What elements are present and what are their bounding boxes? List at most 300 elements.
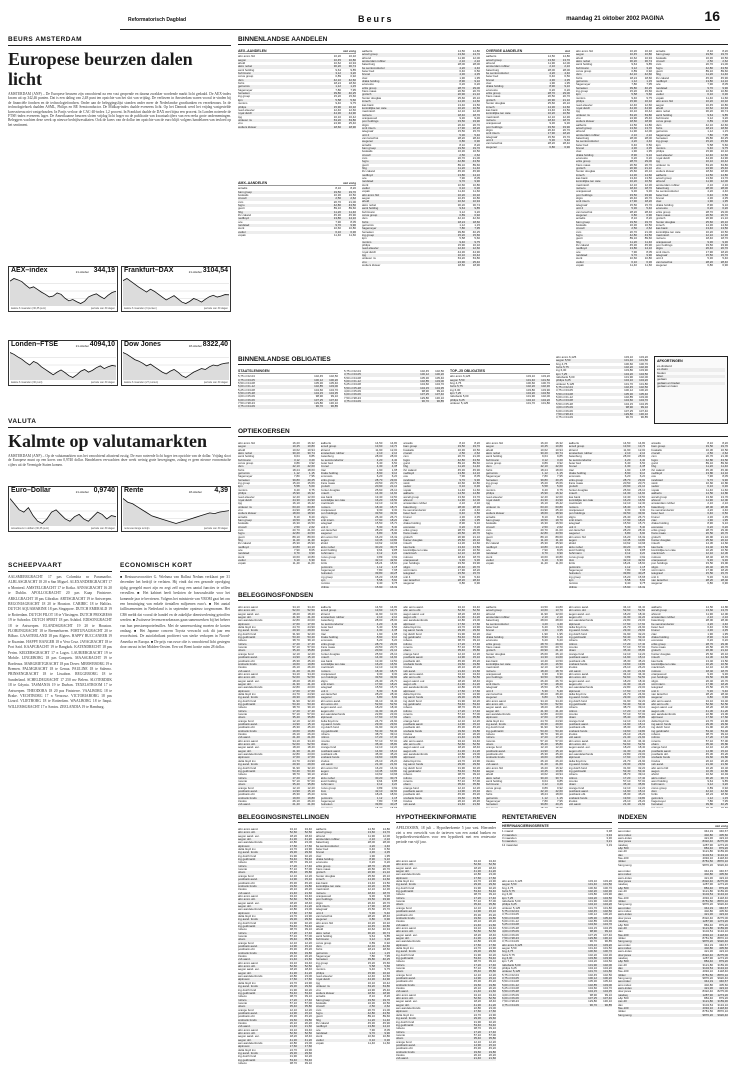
table-row: abn amro obl. 52,60 52,50 (403, 609, 481, 613)
table-row: buhrmann 3,12 3,20 (362, 210, 480, 214)
table-row: batenburg 28,00 28,00 (656, 187, 728, 191)
table-row: ihc caland 45,30 45,90 (238, 542, 315, 546)
aex-row: hagemeyer 7,80 7,95 (238, 88, 356, 92)
table-row: ing dutch fund 31,90 32,20 (568, 766, 646, 770)
table-row: fortis 5,75 102,20 102,30 (502, 953, 612, 957)
table-row: postbank aand. 14,90 15,10 (238, 945, 312, 949)
table-row: van lanschot 28,20 28,40 (656, 260, 728, 264)
table-row: vnu 24,90 25,40 (656, 167, 728, 171)
table-row: robeco 38,70 39,10 (396, 960, 496, 964)
table-row: arcadis 8,10 8,20 (403, 442, 481, 445)
table-row: snsbank fonds 19,60 19,80 (238, 796, 315, 800)
table-row: arcadis 8,10 8,20 (238, 515, 315, 519)
table-row: vedior 6,10 6,30 (238, 559, 315, 563)
chart-name: Londen–FTSE (11, 341, 59, 348)
table-row: abn amro hld 16,20 16,32 (362, 193, 480, 197)
table-row: postbank obl. 45,30 45,20 (403, 793, 481, 797)
aex-row: reed elsevier 12,40 12,60 (238, 108, 356, 112)
table-row: ahrend 11,90 12,00 (362, 56, 480, 60)
table-row: orange fund 12,10 12,20 (238, 652, 315, 656)
table-row: vsb aand. 21,40 21,60 (403, 803, 481, 807)
table-row: ihc caland 45,30 45,90 (362, 170, 480, 174)
table-row: aalberts 14,50 14,80 (651, 492, 728, 496)
beleggingsfondsen-title: BELEGGINGSFONDSEN (238, 592, 728, 601)
table-row: asml holding 9,64 9,85 (238, 455, 315, 459)
top25-row: fortis 5,75 102,20 102,30 (450, 385, 550, 389)
table-row: rorento 57,10 57,00 (238, 935, 312, 938)
table-row: csm 20,70 21,00 (656, 63, 728, 67)
table-row: vsb aand. 21,40 21,60 (238, 1025, 312, 1029)
table-row: vsb aand. 21,40 21,60 (568, 736, 646, 740)
table-row: orange fund 12,10 12,20 (238, 941, 312, 945)
table-row: abn amro aand. 34,10 34,40 (238, 961, 312, 965)
chart-value: 3104,54 (202, 267, 228, 274)
table-row: kpn 5,58 5,60 (486, 485, 563, 489)
table-row: snsbank fonds 19,60 19,80 (238, 951, 312, 955)
table-row: kas bank 13,40 13,50 (576, 177, 652, 181)
table-row: obam 35,40 35,80 (651, 743, 728, 747)
table-row: ing groep 15,20 15,66 (486, 482, 563, 486)
table-row: postbank aand. 14,90 15,10 (486, 749, 563, 753)
aex-row: ing groep 15,20 15,66 (238, 95, 356, 99)
table-row: unilever nv 63,20 63,80 (576, 113, 652, 117)
table-row: bam groep 19,50 19,70 (238, 518, 315, 522)
table-row: hunter douglas 25,60 26,10 (651, 538, 728, 542)
table-row: wegener 6,80 6,90 (320, 696, 398, 700)
table-row: crucell 2,50 2,62 (486, 525, 563, 529)
table-row: sligro 26,40 26,70 (568, 515, 646, 519)
table-row: triodos 26,10 26,20 (568, 733, 646, 737)
table-row: obam 35,40 35,80 (238, 938, 312, 942)
overige-row: draka holding 8,90 9,10 (486, 85, 570, 89)
table-row: postbank aand. 14,90 15,10 (238, 723, 315, 727)
economisch-kicker: ECONOMISCH KORT (120, 562, 193, 569)
afkorting-row: gedaan en laten (657, 385, 678, 389)
table-row: postbank aand. 14,90 15,10 (238, 789, 315, 793)
table-row: grolsch 20,90 21,10 (568, 485, 646, 489)
table-row: draka holding 8,90 9,10 (403, 522, 481, 526)
table-row: koninklijke ten cate 16,20 16,50 (362, 106, 480, 110)
table-row: heineken 39,80 40,25 (238, 478, 315, 482)
table-row: asn aandelenfonds 22,80 23,00 (403, 619, 481, 623)
table-row: rolinco 17,20 17,40 (238, 642, 315, 646)
table-row: snsbank fonds 19,60 19,80 (486, 756, 563, 760)
table-row: aegon obl. 41,30 41,20 (238, 749, 315, 753)
table-row: aegon 10,45 10,80 (320, 769, 398, 773)
table-row: postbank obl. 45,30 45,20 (651, 753, 728, 757)
table-row: telegraaf 15,50 15,70 (576, 203, 652, 207)
aex-row: kpn 5,58 5,60 (238, 98, 356, 102)
table-row: abn amro obl. 52,60 52,50 (651, 702, 728, 706)
table-row: snsbank fonds 19,60 19,80 (568, 729, 646, 733)
table-row: abn amro hld 16,20 16,32 (651, 766, 728, 770)
table-row: akzo nobel 30,20 30,74 (486, 776, 563, 780)
table-row: heineken 39,80 40,25 (568, 572, 646, 576)
table-row: fortis 18,24 18,60 (320, 562, 398, 566)
table-row: wegener 6,80 6,90 (486, 696, 563, 700)
table-row: ing 6,00 103,80 103,90 (502, 956, 612, 960)
table-row: ahrend 11,90 12,00 (316, 834, 390, 838)
table-row: ing geldmarkt 53,40 53,40 (396, 1023, 496, 1027)
table-row: postbank obl. 45,30 45,20 (238, 726, 315, 730)
table-row: abn amro aand. 34,10 34,40 (238, 739, 315, 743)
table-row: delta lloyd inv. 24,70 24,90 (238, 626, 315, 630)
table-row: rolinco 17,20 17,40 (320, 736, 398, 740)
table-row: amsterdam rubber 2,10 2,10 (362, 60, 480, 64)
table-row: aegon 5,50 101,40 101,50 (502, 883, 612, 887)
table-row: hagemeyer 7,80 7,95 (568, 569, 646, 573)
table-row: ctac 1,90 1,95 (403, 518, 481, 522)
table-row: frans maas 20,50 20,70 (320, 482, 398, 486)
table-row: s&p 500 884,40 879,20 (618, 923, 728, 927)
table-row: frans maas 20,50 20,70 (316, 868, 390, 872)
table-row: 3,75 nl 03-05 100,12 100,20 (502, 913, 612, 917)
table-row: oranjewoud 9,30 9,30 (316, 894, 390, 898)
table-row: koninklijke ten cate 16,20 16,50 (320, 662, 398, 666)
table-row: wolters kluwer 18,60 18,90 (316, 991, 390, 995)
table-row: obam 35,40 35,80 (568, 716, 646, 720)
table-row: amsterdam rubber 2,10 2,10 (651, 502, 728, 506)
table-row: rolinco 17,20 17,40 (238, 709, 315, 713)
table-row: crucell 2,50 2,62 (576, 227, 652, 231)
table-row: alpinvest 17,60 17,60 (238, 1045, 312, 1049)
table-row: 5,50 nl 04-08 105,30 105,40 (556, 392, 648, 396)
table-row: corus group 0,89 0,92 (486, 786, 563, 790)
table-row: arcadis 8,10 8,20 (576, 217, 652, 221)
table-row: akzo nobel 30,20 30,74 (656, 110, 728, 114)
rentetarieven-title: RENTETARIEVEN (502, 814, 612, 823)
table-row: 5,50 nl 05-28 104,15 104,35 (502, 990, 612, 994)
table-row: aalberts 14,50 14,80 (568, 442, 646, 445)
table-row: obam 35,40 35,80 (238, 716, 315, 720)
table-row: delta lloyd inv. 24,70 24,90 (568, 626, 646, 630)
table-row: delta lloyd inv. 24,70 24,90 (403, 626, 481, 630)
table-row: amsterdam rubber 2,10 2,10 (568, 452, 646, 456)
table-column (321, 606, 398, 808)
table-row: accell group 13,60 13,70 (651, 609, 728, 613)
table-row: corus group 0,89 0,92 (576, 70, 652, 74)
table-row: wolters kluwer 18,60 18,90 (486, 512, 563, 516)
table-row: csm 20,70 21,00 (486, 528, 563, 532)
table-row: wegener 6,80 6,90 (320, 532, 398, 536)
table-row: imtech 14,30 14,60 (651, 656, 728, 660)
table-row: oranjewoud 9,30 9,30 (568, 508, 646, 512)
table-row: kas bank 13,40 13,50 (656, 227, 728, 231)
table-row: delta lloyd inv. 24,70 24,90 (396, 880, 496, 884)
section-title: Beurs (358, 14, 394, 24)
table-row: oce 7,90 8,05 (238, 549, 315, 552)
table-row: hagemeyer 7,80 7,95 (316, 955, 390, 959)
table-row: abn amro obl. 52,60 52,50 (568, 743, 646, 747)
table-row: vnu 24,90 25,40 (238, 508, 315, 512)
table-row: vsb aand. 21,40 21,60 (396, 923, 496, 927)
table-row: stork 10,60 10,80 (656, 90, 728, 94)
table-row: postbank obl. 45,30 45,20 (403, 726, 481, 730)
table-row: vopak 11,40 11,60 (316, 1042, 390, 1045)
table-row: numico 9,40 9,75 (486, 488, 563, 492)
rentetarieven-table (502, 880, 612, 1064)
table-row: ing geldmarkt 53,40 53,40 (403, 636, 481, 640)
table-row: aalberts 14,50 14,80 (403, 492, 481, 496)
table-row: aex-index 344,19 346,67 (618, 870, 728, 873)
table-row: aegon aand. eur. 18,20 18,40 (320, 706, 398, 710)
table-row: rolinco 17,20 17,40 (403, 709, 481, 713)
scheepvaart-body: AALSMEERGRACHT 17 pas Colombia nr Paramaribo. ALBLASGRACHT 18 20 n San Miguel. ALEXANDERGRACHT 17 n Montreal. AMSTELGRACHT 17 te Kotka. ANNAGRACHT 16 20 te Dublin. APOLLOGRACHT 20 pas Kaap Finisterre. ARKLGRACHT 18 pas Gibraltar. ARTISGRACHT 19 te Antwerpen. BEGONIAGRACHT 18 20 te Houston. CARIBIC 18 te Halifax. DUTCH AQUAMARINE 18 pas Singapore. DUTCH EMERALD 19 te Rotterdam. DUTCH PILOT 18 te Vlissingen. DUTCH PROGRESS 19 te Salvador. DUTCH SPIRIT 18 pas Ashdod. EDISONGRACHT 18 te Antwerpen. ELANDSGRACHT 19 20 te Houston. FLORIJNGRACHT 18 te Bremerhaven. FORTUNAGRACHT 20 te Bilbao. GAASTERLAND 18 pas Algiers. HAPPY BUCCANEER 19 te Kuantan. HAPPY RANGER 18 n Vera Cruz. JAVAGRACHT 18 te Port Said. KAAPGRACHT 19 te Bangkok. KATENDRECHT 18 pas Perim. KEIZERSGRACHT 17 n Lagos. LAURIERGRACHT 19 te Mobile. LINGEBORG 18 pas Casquets. MAASGRACHT 19 te Bordeaux. MARGRIETGRACHT 18 pas Dover. MERWEBORG 19 n Bremen. PALMGRACHT 18 te Genua. PAULINE 18 te Salerno. PRINSENGRACHT 18 te Lissabon. REGGEBORG 18 te Sunderland. SCHELDEGRACHT 17 250 nw Belem. SLOTERDIJK 18 te Gdynia. TASMANIA 19 te Durban. TEXELSTROOM 17 te Antwerpen. THEODORA 18 20 pas Finisterre. VAALBORG 18 te Brake. VECHTBORG 17 n Veracruz. VICTORIABORG 18 pas Lizard. VLIETBORG 18 te Rotterdam. WAALBORG 18 te Itaqui. WILLEMSGRACHT 17 n Santos. ZEELANDIA 19 te Hamburg. (8, 575, 112, 709)
table-row: vsb aand. 21,40 21,60 (568, 803, 646, 807)
table-row: ctac 1,90 1,95 (651, 518, 728, 522)
table-row: hang seng 9876,20 9920,40 (618, 977, 728, 980)
table-row: gucci 89,10 89,60 (403, 462, 481, 466)
table-row: draka holding 8,90 9,10 (576, 153, 652, 157)
table-row: rolinco 17,20 17,40 (238, 776, 315, 780)
chart-dax: Frankfurt–DAX 21 oktober 3104,54 laatste 6 maanden (3 punten) periode van 30 dagen (121, 266, 231, 312)
table-row: snsbank fonds 19,60 19,80 (568, 662, 646, 666)
table-row: 5,75 nl 02-04 102,45 102,50 (502, 910, 612, 914)
table-row: ing groep 15,20 15,66 (320, 575, 398, 579)
table-row: eriks group 28,70 29,00 (576, 160, 652, 164)
table-row: ing aand. fonds 29,30 29,60 (568, 696, 646, 700)
table-row: wegener 6,80 6,90 (576, 213, 652, 217)
table-row: abn amro aand. 34,10 34,40 (396, 860, 496, 863)
table-row: rorento 57,10 57,00 (486, 739, 563, 743)
table-row: amx-index 402,80 405,60 (618, 983, 728, 987)
table-row: arcadis 8,10 8,20 (656, 50, 728, 53)
table-row: pon holdings 33,50 33,90 (651, 676, 728, 680)
table-row: asml holding 9,64 9,85 (576, 63, 652, 67)
table-row: nedlloyd 13,80 14,10 (576, 247, 652, 251)
table-row: ahold 10,62 10,94 (576, 56, 652, 60)
top25-row: abn amro 6,125 103,10 103,20 (450, 375, 550, 379)
amx-row: vopak 11,40 11,60 (238, 234, 356, 238)
table-row: crucell 2,50 2,62 (238, 525, 315, 529)
table-row: hunter douglas 25,60 26,10 (320, 488, 398, 492)
table-row: abn amro aand. 34,10 34,40 (238, 828, 312, 831)
table-row: nikkei 8781,50 8870,10 (618, 900, 728, 904)
table-row: van lanschot 28,20 28,40 (320, 528, 398, 532)
table-row: rolinco 17,20 17,40 (238, 931, 312, 935)
table-row: dsm 42,10 42,60 (656, 123, 728, 127)
table-row: amx-index 402,80 405,60 (618, 910, 728, 914)
table-row: telegraaf 15,50 15,70 (362, 130, 480, 134)
table-row: wolters kluwer 18,60 18,90 (656, 170, 728, 174)
table-row: vopak 11,40 11,60 (238, 562, 315, 566)
series-area (10, 279, 116, 307)
table-row: macintosh 12,10 12,30 (651, 666, 728, 670)
table-row: tpg 16,10 16,42 (316, 981, 390, 985)
table-row: getronics 1,12 1,15 (568, 565, 646, 569)
table-row: vopak 11,40 11,60 (362, 190, 480, 194)
overige-row: grolsch 20,90 21,10 (486, 98, 570, 102)
table-row: macintosh 12,10 12,30 (651, 552, 728, 556)
eurodollar-line-chart (10, 496, 116, 526)
table-row: snsbank fonds 19,60 19,80 (403, 796, 481, 800)
table-row: 4,00 nl 05-09 98,90 99,10 (344, 390, 444, 394)
table-row: aegon aand. eur. 18,20 18,40 (486, 706, 563, 710)
table-row: telegraaf 15,50 15,70 (320, 522, 398, 526)
table-row: telegraaf 15,50 15,70 (486, 686, 563, 690)
table-row: ctac 1,90 1,95 (651, 632, 728, 636)
table-row: crucell 2,50 2,62 (651, 452, 728, 456)
overige-row: koninklijke ten cate 16,20 16,50 (486, 112, 570, 116)
amx-row: vedior 6,10 6,30 (238, 230, 356, 234)
table-row: fugro 42,80 43,50 (576, 233, 652, 237)
index-row: ascx-index 421,30 423,10 (618, 837, 728, 841)
table-row: philips 6,25 104,10 104,20 (502, 903, 612, 907)
table-row: grolsch 20,90 21,10 (403, 535, 481, 539)
aex-line-chart (10, 276, 116, 306)
table-row: delta lloyd inv. 24,70 24,90 (238, 914, 312, 918)
table-row: kas bank 13,40 13,50 (403, 545, 481, 549)
table-row: robeco 38,70 39,10 (396, 1027, 496, 1031)
table-row: alpinvest 17,60 17,60 (238, 978, 312, 982)
table-row: accell group 13,60 13,70 (403, 495, 481, 499)
table-row: arcadis 8,10 8,20 (316, 995, 390, 999)
table-row: hagemeyer 7,80 7,95 (362, 227, 480, 231)
hypotheek-section (396, 814, 496, 844)
table-row: nutreco 18,40 18,70 (651, 555, 728, 559)
table-row: aegon obl. 41,30 41,20 (396, 870, 496, 874)
table-row: snsbank fonds 19,60 19,80 (238, 729, 315, 733)
table-row: getronics 1,12 1,15 (656, 130, 728, 134)
staatslening-row: 7,50 nl 98-23 129,80 130,10 (238, 402, 338, 406)
table-row: akzo nobel 30,20 30,74 (316, 931, 390, 935)
table-row: batenburg 28,00 28,00 (651, 619, 728, 623)
table-row: gucci 89,10 89,60 (316, 1015, 390, 1019)
table-row: kpn 5,58 5,60 (576, 93, 652, 97)
table-row: brunel 4,30 4,35 (320, 465, 398, 469)
table-row: aegon obl. 41,30 41,20 (238, 971, 312, 975)
table-row: asn aandelenfonds 22,80 23,00 (486, 713, 563, 716)
beurs-kicker: BEURS AMSTERDAM (8, 36, 83, 43)
table-row: ing aand. fonds 29,30 29,60 (238, 629, 315, 633)
table-row: boskalis 16,30 16,50 (656, 56, 728, 60)
table-row: asn aandelenfonds 22,80 23,00 (238, 908, 312, 912)
table-row: ing aand. fonds 29,30 29,60 (238, 696, 315, 700)
table-row: pon holdings 33,50 33,90 (656, 243, 728, 247)
table-row: reed elsevier 12,40 12,60 (486, 495, 563, 499)
table-row: beter bed 6,40 6,50 (651, 626, 728, 630)
table-row: ahrend 11,90 12,00 (651, 498, 728, 502)
table-row: obam 35,40 35,80 (396, 1037, 496, 1041)
staatslening-row: 6,00 nl 06-06 107,25 107,40 (238, 398, 338, 402)
table-row: rorento 57,10 57,00 (403, 646, 481, 650)
aex-row: numico 9,40 9,75 (238, 102, 356, 106)
table-row: royal dutch 44,30 44,90 (238, 498, 315, 502)
table-row: beter bed 6,40 6,50 (656, 193, 728, 197)
table-row: rorento 57,10 57,00 (238, 646, 315, 650)
table-row: orange fund 12,10 12,20 (403, 719, 481, 723)
table-row: alpinvest 17,60 17,60 (320, 716, 398, 720)
table-row: alpinvest 17,60 17,60 (568, 756, 646, 760)
table-row: econosto 6,20 6,20 (486, 639, 563, 643)
index-row: nasdaq 1287,90 1273,20 (618, 843, 728, 847)
table-row: buhrmann 3,12 3,20 (486, 783, 563, 787)
chart-name: Rente (124, 487, 144, 494)
table-row: rorento 57,10 57,00 (320, 739, 398, 743)
table-row: vsb aand. 21,40 21,60 (238, 669, 315, 673)
table-row: aegon 10,45 10,80 (320, 538, 398, 542)
table-row: abn amro hld 16,20 16,32 (238, 442, 315, 445)
table-row: eriks group 28,70 29,00 (320, 478, 398, 482)
table-row: ahold 10,62 10,94 (486, 773, 563, 777)
table-row: fugro 42,80 43,50 (403, 458, 481, 462)
valuta-body: AMSTERDAM (ANP) – Op de valutamarkten was het vanochtend aftastend rustig. De euro noteerde licht hoger ten opzichte van de dollar. Vrijdag sloot de Europese munt op een koers van 0,9740 dollar. Handelaren verwachten deze week weinig grote bewegingen, zolang er geen nieuwe economische cijfers uit de Verenigde Staten komen. (8, 454, 231, 467)
table-row: abn amro aand. 34,10 34,40 (238, 606, 315, 609)
table-row: unilever nv 63,20 63,80 (486, 505, 563, 509)
table-row: rorento 57,10 57,00 (568, 646, 646, 650)
overige-row: amsterdam rubber 2,10 2,10 (486, 65, 570, 69)
beleggingsinstellingen-grid (238, 828, 390, 1064)
table-row: draka holding 8,90 9,10 (656, 203, 728, 207)
table-row: koninklijke ten cate 16,20 16,50 (651, 662, 728, 666)
table-row: aegon aand. eur. 18,20 18,40 (403, 679, 481, 683)
table-row: fortis 18,24 18,60 (486, 468, 563, 472)
chart-value: 344,19 (93, 267, 115, 274)
table-row: ing dutch fund 31,90 32,20 (486, 726, 563, 730)
table-row: brunel 4,30 4,35 (403, 515, 481, 519)
amx-row: fugro 42,80 43,50 (238, 204, 356, 208)
table-row: brunel 4,30 4,35 (651, 515, 728, 519)
table-row: ing groep 15,20 15,66 (656, 140, 728, 144)
table-row (486, 807, 563, 808)
table-row: 5,50 nl 04-08 105,30 105,40 (502, 916, 612, 920)
table-row: hunter douglas 25,60 26,10 (486, 652, 563, 656)
table-row: philips 15,90 16,32 (362, 243, 480, 247)
table-row: unit 4 5,30 5,40 (320, 689, 398, 693)
table-row: delta lloyd inv. 24,70 24,90 (238, 1048, 312, 1052)
table-row: telegraaf 15,50 15,70 (656, 253, 728, 257)
table-row: aegon obl. 41,30 41,20 (238, 838, 312, 842)
table-row: wegener 6,80 6,90 (403, 582, 481, 586)
table-row: rorento 57,10 57,00 (403, 713, 481, 716)
table-row: bam groep 19,50 19,70 (403, 445, 481, 449)
table-row: unit 4 5,30 5,40 (656, 257, 728, 261)
table-row: kas bank 13,40 13,50 (320, 495, 398, 499)
table-row: rolinco 17,20 17,40 (403, 776, 481, 780)
table-row: snsbank fonds 19,60 19,80 (403, 662, 481, 666)
table-row: heineken 39,80 40,25 (656, 136, 728, 140)
table-row: aegon 5,50 101,40 101,50 (556, 359, 648, 363)
table-row: sligro 26,40 26,70 (362, 123, 480, 127)
table-row: ahrend 11,90 12,00 (576, 130, 652, 134)
table-row: postbank obl. 45,30 45,20 (403, 659, 481, 663)
table-row: kas bank 13,40 13,50 (568, 495, 646, 499)
table-row: csm 20,70 21,00 (238, 528, 315, 532)
table-row: 5,25 nl 03-08 104,60 104,70 (502, 987, 612, 990)
table-row: robeco 38,70 39,10 (568, 639, 646, 643)
top25-row: unilever 5,125 101,70 101,80 (450, 402, 550, 406)
table-row: unilever 5,125 101,70 101,80 (502, 906, 612, 910)
table-row: oce 7,90 8,05 (316, 1028, 390, 1032)
table-row: arcadis 8,10 8,20 (486, 515, 563, 519)
table-column (403, 606, 480, 808)
index-row: ftse-100 4094,10 4118,40 (618, 857, 728, 861)
table-row: aegon obl. 41,30 41,20 (238, 904, 312, 908)
table-row: wegener 6,80 6,90 (656, 264, 728, 267)
table-row: arcadis 8,10 8,20 (362, 143, 480, 147)
table-row: heineken 39,80 40,25 (320, 572, 398, 576)
table-row: numico 9,40 9,75 (320, 582, 398, 586)
overige-row: ctac 1,90 1,95 (486, 82, 570, 86)
amx-row: bam groep 19,50 19,70 (238, 190, 356, 194)
table-row: unit 4 5,30 5,40 (362, 133, 480, 137)
table-row: robeco 38,70 39,10 (238, 773, 315, 777)
table-row: van lanschot 28,20 28,40 (576, 210, 652, 214)
table-row: be semiconductor 4,20 4,40 (486, 622, 563, 626)
top25-row: bng 4,75 100,60 100,70 (450, 382, 550, 386)
table-row: unit 4 5,30 5,40 (576, 207, 652, 211)
table-row: boskalis 16,30 16,50 (576, 223, 652, 227)
